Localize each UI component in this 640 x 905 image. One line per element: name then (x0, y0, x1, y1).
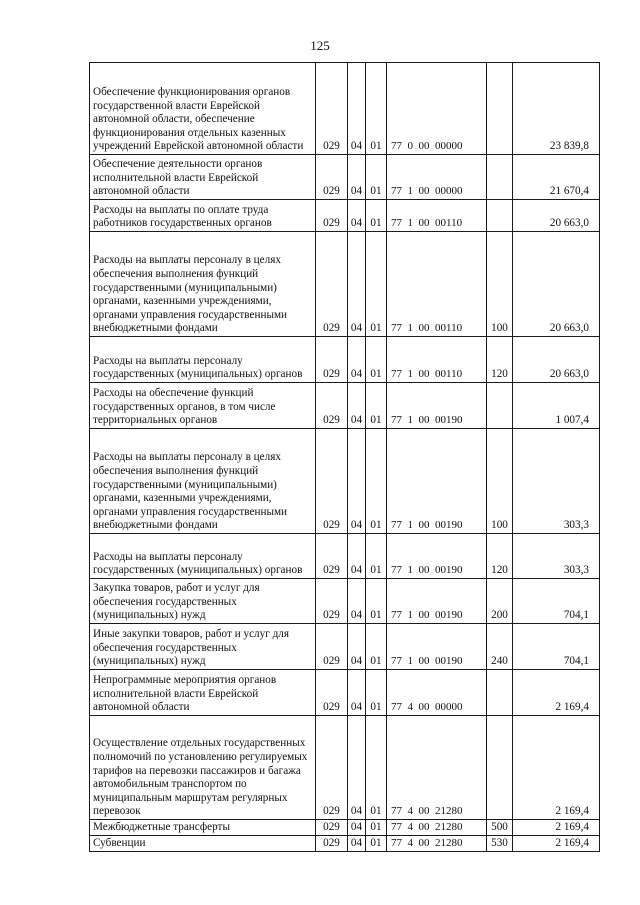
row-amount: 2 169,4 (513, 836, 600, 852)
row-vr: 120 (487, 534, 513, 579)
table-row (90, 836, 600, 852)
table-row (90, 383, 600, 429)
table-row (90, 155, 600, 200)
row-target: 77 1 00 00190 (387, 383, 487, 429)
row-target: 77 1 00 00110 (387, 232, 487, 337)
row-target: 77 1 00 00190 (387, 429, 487, 534)
table-row (90, 624, 600, 670)
row-amount: 2 169,4 (513, 820, 600, 836)
row-name: Расходы на выплаты персоналу в целях обеспечения выполнения функций государственными (муниципальными) органами, казенными учреждениями, органами управления государственными внебюджетными фондами (90, 429, 316, 534)
table-row (90, 232, 600, 337)
row-vr (487, 383, 513, 429)
row-ved: 029 (316, 716, 348, 820)
row-rz: 04 (348, 337, 366, 383)
row-amount: 2 169,4 (513, 670, 600, 716)
row-amount: 20 663,0 (513, 337, 600, 383)
row-name: Расходы на выплаты персоналу государственных (муниципальных) органов (90, 534, 316, 579)
row-name: Субвенции (90, 836, 316, 852)
row-rz: 04 (348, 534, 366, 579)
row-pr: 01 (366, 232, 387, 337)
row-target: 77 4 00 00000 (387, 670, 487, 716)
row-name: Обеспечение функционирования органов государственной власти Еврейской автономной области, обеспечение функционирования отдельных казенных учреждений Еврейской автономной области (90, 63, 316, 155)
row-amount: 704,1 (513, 624, 600, 670)
row-vr (487, 155, 513, 200)
row-target: 77 4 00 21280 (387, 716, 487, 820)
row-vr: 100 (487, 429, 513, 534)
table-row (90, 200, 600, 232)
row-rz: 04 (348, 820, 366, 836)
row-pr: 01 (366, 836, 387, 852)
row-pr: 01 (366, 63, 387, 155)
row-rz: 04 (348, 836, 366, 852)
row-pr: 01 (366, 429, 387, 534)
row-amount: 20 663,0 (513, 200, 600, 232)
row-pr: 01 (366, 579, 387, 624)
row-ved: 029 (316, 670, 348, 716)
row-target: 77 0 00 00000 (387, 63, 487, 155)
row-rz: 04 (348, 429, 366, 534)
row-ved: 029 (316, 200, 348, 232)
row-vr: 120 (487, 337, 513, 383)
row-target: 77 1 00 00190 (387, 534, 487, 579)
row-target: 77 4 00 21280 (387, 820, 487, 836)
page-number: 125 (310, 38, 330, 53)
row-pr: 01 (366, 670, 387, 716)
row-rz: 04 (348, 63, 366, 155)
row-vr (487, 716, 513, 820)
table-row (90, 63, 600, 155)
row-target: 77 1 00 00110 (387, 337, 487, 383)
row-target: 77 1 00 00110 (387, 200, 487, 232)
row-name: Непрограммные мероприятия органов исполнительной власти Еврейской автономной области (90, 670, 316, 716)
row-target: 77 1 00 00000 (387, 155, 487, 200)
row-ved: 029 (316, 337, 348, 383)
table-row (90, 670, 600, 716)
row-rz: 04 (348, 155, 366, 200)
row-vr: 200 (487, 579, 513, 624)
row-ved: 029 (316, 429, 348, 534)
row-amount: 1 007,4 (513, 383, 600, 429)
row-target: 77 4 00 21280 (387, 836, 487, 852)
row-rz: 04 (348, 200, 366, 232)
row-ved: 029 (316, 624, 348, 670)
row-ved: 029 (316, 534, 348, 579)
table-row (90, 579, 600, 624)
row-rz: 04 (348, 624, 366, 670)
row-pr: 01 (366, 337, 387, 383)
row-pr: 01 (366, 820, 387, 836)
table-row (90, 429, 600, 534)
row-name: Расходы на выплаты по оплате труда работников государственных органов (90, 200, 316, 232)
row-rz: 04 (348, 383, 366, 429)
row-ved: 029 (316, 63, 348, 155)
row-amount: 303,3 (513, 534, 600, 579)
row-ved: 029 (316, 579, 348, 624)
row-name: Закупка товаров, работ и услуг для обеспечения государственных (муниципальных) нужд (90, 579, 316, 624)
row-vr (487, 63, 513, 155)
row-amount: 23 839,8 (513, 63, 600, 155)
row-name: Расходы на выплаты персоналу в целях обеспечения выполнения функций государственными (муниципальными) органами, казенными учреждениями, органами управления государственными внебюджетными фондами (90, 232, 316, 337)
row-name: Иные закупки товаров, работ и услуг для обеспечения государственных (муниципальных) нужд (90, 624, 316, 670)
row-target: 77 1 00 00190 (387, 624, 487, 670)
row-name: Межбюджетные трансферты (90, 820, 316, 836)
row-pr: 01 (366, 155, 387, 200)
table-row (90, 716, 600, 820)
row-vr: 100 (487, 232, 513, 337)
budget-table (89, 62, 600, 852)
row-pr: 01 (366, 200, 387, 232)
row-vr: 530 (487, 836, 513, 852)
row-name: Расходы на выплаты персоналу государственных (муниципальных) органов (90, 337, 316, 383)
row-pr: 01 (366, 534, 387, 579)
row-pr: 01 (366, 716, 387, 820)
row-ved: 029 (316, 820, 348, 836)
row-vr: 240 (487, 624, 513, 670)
row-rz: 04 (348, 670, 366, 716)
row-pr: 01 (366, 383, 387, 429)
row-ved: 029 (316, 383, 348, 429)
row-vr: 500 (487, 820, 513, 836)
row-vr (487, 200, 513, 232)
row-rz: 04 (348, 232, 366, 337)
row-name: Расходы на обеспечение функций государственных органов, в том числе территориальных органов (90, 383, 316, 429)
row-amount: 21 670,4 (513, 155, 600, 200)
row-ved: 029 (316, 836, 348, 852)
row-amount: 20 663,0 (513, 232, 600, 337)
row-name: Осуществление отдельных государственных полномочий по установлению регулируемых тарифов на перевозки пассажиров и багажа автомобильным транспортом по муниципальным маршрутам регулярных перевозок (90, 716, 316, 820)
row-rz: 04 (348, 579, 366, 624)
row-name: Обеспечение деятельности органов исполнительной власти Еврейской автономной области (90, 155, 316, 200)
row-vr (487, 670, 513, 716)
row-ved: 029 (316, 155, 348, 200)
table-row (90, 534, 600, 579)
row-amount: 303,3 (513, 429, 600, 534)
table-row (90, 820, 600, 836)
row-ved: 029 (316, 232, 348, 337)
row-amount: 2 169,4 (513, 716, 600, 820)
row-rz: 04 (348, 716, 366, 820)
row-pr: 01 (366, 624, 387, 670)
row-amount: 704,1 (513, 579, 600, 624)
table-row (90, 337, 600, 383)
row-target: 77 1 00 00190 (387, 579, 487, 624)
